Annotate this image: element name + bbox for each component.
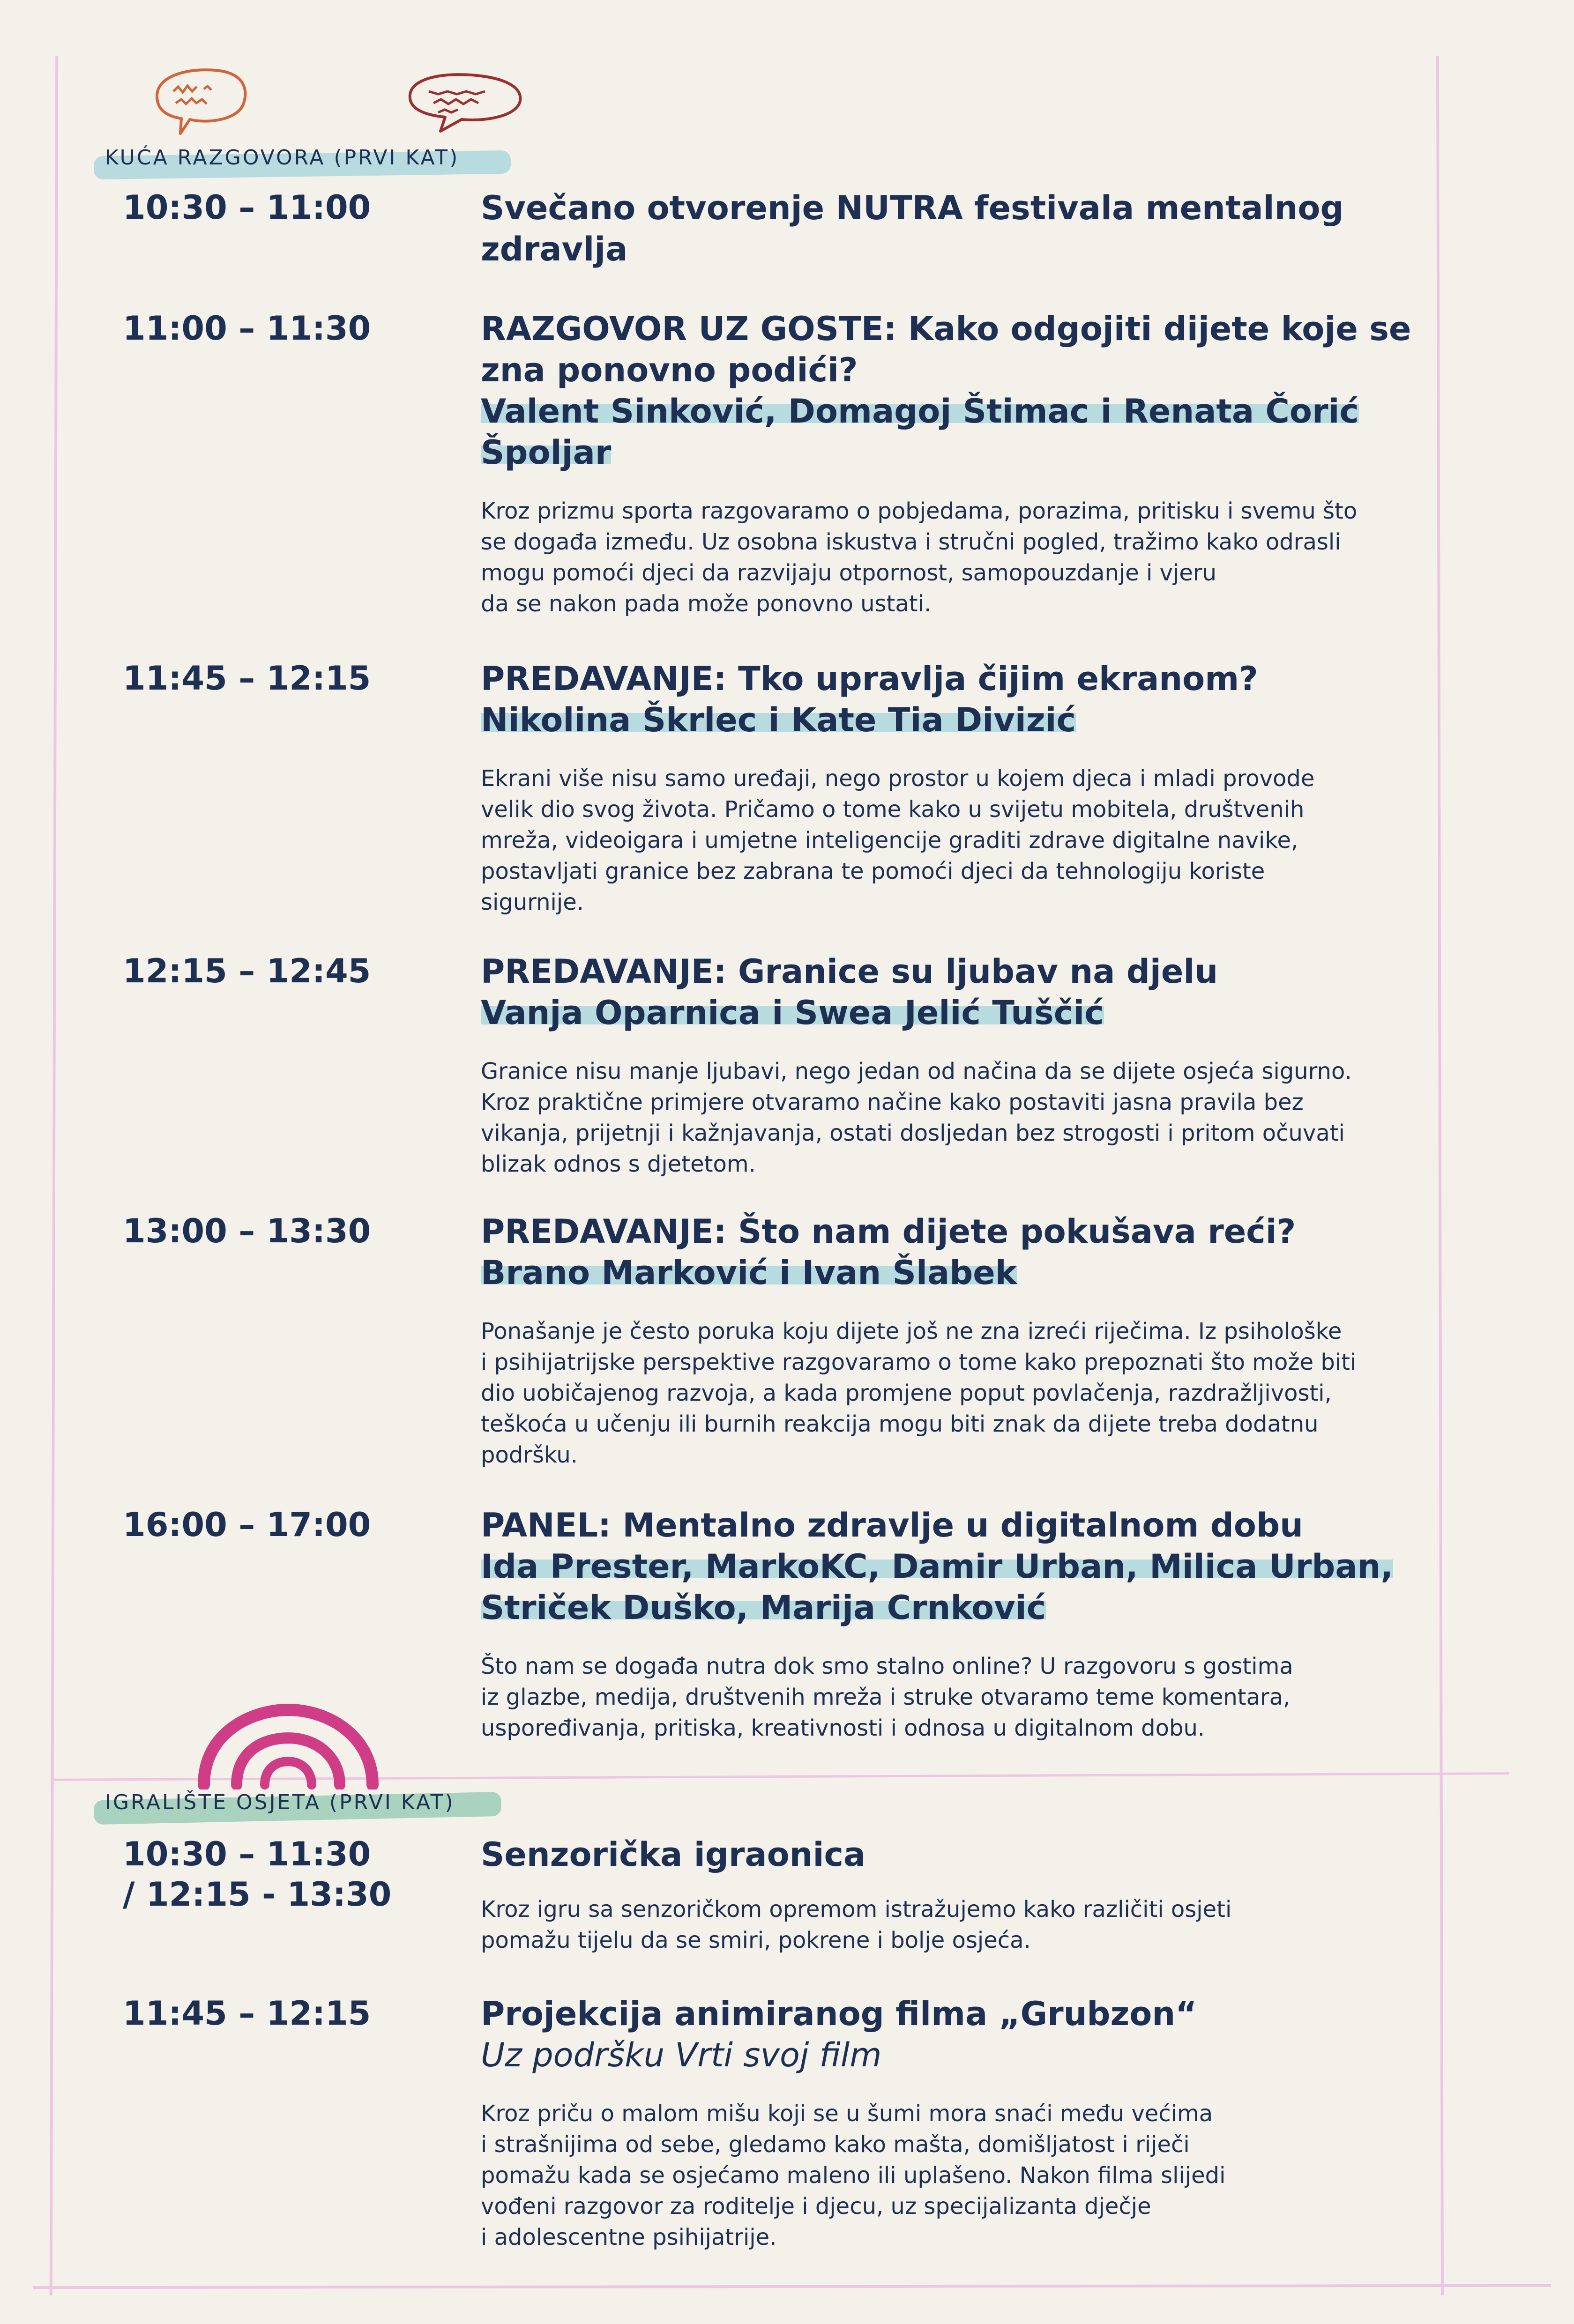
event-description: Kroz priču o malom mišu koji se u šumi mora snaći među većima i strašnijima od sebe, gledamo kako mašta, domišljatost i riječi pomažu kada se osjećamo maleno ili uplašeno. Nakon filma slijedi vođeni razgovor za roditelje i djecu, uz specijalizanta dječje i adolescentne psihijatrije.	[481, 2101, 1226, 2250]
event-content	[481, 951, 1418, 1180]
frame-right-line	[1436, 56, 1444, 2295]
event-title: PREDAVANJE: Granice su ljubav na djelu	[481, 952, 1218, 991]
event-subtitle: Uz podršku Vrti svoj film	[481, 2036, 882, 2074]
event-title: PREDAVANJE: Što nam dijete pokušava reći?	[481, 1212, 1296, 1251]
event-speakers: Vanja Oparnica i Swea Jelić Tuščić	[481, 994, 1104, 1032]
section-label-kuca-razgovora: KUĆA RAZGOVORA (PRVI KAT)	[94, 143, 470, 172]
event-speakers: Brano Marković i Ivan Šlabek	[481, 1254, 1017, 1292]
event-description: Kroz prizmu sporta razgovaramo o pobjedama, porazima, pritisku i svemu što se događa između. Uz osobna iskustva i stručni pogled, tražimo kako odrasli mogu pomoći djeci da razvijaju otpornost, samopouzdanje i vjeru da se nakon pada može ponovno ustati.	[481, 498, 1358, 617]
event-speakers: Nikolina Škrlec i Kate Tia Divizić	[481, 701, 1076, 739]
event-title: Senzorička igraonica	[481, 1835, 866, 1874]
event-title: Projekcija animiranog filma „Grubzon“	[481, 1995, 1197, 2033]
event-content	[481, 187, 1418, 270]
event-description: Ekrani više nisu samo uređaji, nego prostor u kojem djeca i mladi provode velik dio svog života. Pričamo o tome kako u svijetu mobitela, društvenih mreža, videoigara i umjetne inteligencije graditi zdrave digitalne navike, postavljati granice bez zabrana te pomoći djeci da tehnologiju koriste sigurnije.	[481, 765, 1315, 915]
event-content	[481, 1993, 1418, 2253]
event-description: Kroz igru sa senzoričkom opremom istražujemo kako različiti osjeti pomažu tijelu da se smiri, pokrene i bolje osjeća.	[481, 1896, 1232, 1953]
event-description: Granice nisu manje ljubavi, nego jedan od načina da se dijete osjeća sigurno. Kroz praktične primjere otvaramo načine kako postaviti jasna pravila bez vikanja, prijetnji i kažnjavanja, ostati dosljedan bez strogosti i pritom očuvati blizak odnos s djetetom.	[481, 1058, 1352, 1177]
event-time: 13:00 – 13:30	[123, 1212, 371, 1250]
event-description: Što nam se događa nutra dok smo stalno online? U razgovoru s gostima iz glazbe, medija, društvenih mreža i struke otvaramo teme komentara, uspoređivanja, pritiska, kreativnosti i odnosa u digitalnom dobu.	[481, 1653, 1293, 1741]
event-content	[481, 658, 1418, 918]
event-content	[481, 1834, 1418, 1956]
event-time: 10:30 – 11:00	[123, 188, 371, 227]
event-description: Ponašanje je često poruka koju dijete još ne zna izreći riječima. Iz psihološke i psihijatrijske perspektive razgovaramo o tome kako prepoznati što može biti dio uobičajenog razvoja, a kada promjene poput povlačenja, razdražljivosti, teškoća u učenju ili burnih reakcija mogu biti znak da dijete treba dodatnu podršku.	[481, 1318, 1357, 1468]
event-title: PREDAVANJE: Tko upravlja čijim ekranom?	[481, 660, 1258, 698]
event-time: 10:30 – 11:30 / 12:15 - 13:30	[123, 1835, 392, 1914]
event-title: Svečano otvorenje NUTRA festivala mentalnog zdravlja	[481, 189, 1344, 268]
event-content	[481, 308, 1418, 619]
event-time: 12:15 – 12:45	[123, 952, 371, 990]
event-speakers: Ida Prester, MarkoKC, Damir Urban, Milica Urban, Striček Duško, Marija Crnković	[481, 1547, 1394, 1627]
event-title: PANEL: Mentalno zdravlje u digitalnom dobu	[481, 1506, 1303, 1544]
speech-bubbles-icon	[148, 63, 532, 145]
event-title: RAZGOVOR UZ GOSTE: Kako odgojiti dijete koje se zna ponovno podići?	[481, 310, 1411, 389]
event-time: 11:45 – 12:15	[123, 1994, 371, 2033]
event-time: 11:45 – 12:15	[123, 659, 371, 698]
event-time: 16:00 – 17:00	[123, 1506, 371, 1544]
section-label-igraliste-osjeta: IGRALIŠTE OSJETA (PRVI KAT)	[94, 1788, 466, 1817]
event-speakers: Valent Sinković, Domagoj Štimac i Renata Čorić Špoljar	[481, 392, 1359, 472]
event-content	[481, 1505, 1418, 1744]
event-content	[481, 1211, 1418, 1470]
event-time: 11:00 – 11:30	[123, 309, 371, 348]
frame-left-line	[50, 56, 59, 2295]
rainbow-icon	[194, 1700, 382, 1791]
frame-bottom-line	[33, 2284, 1551, 2289]
